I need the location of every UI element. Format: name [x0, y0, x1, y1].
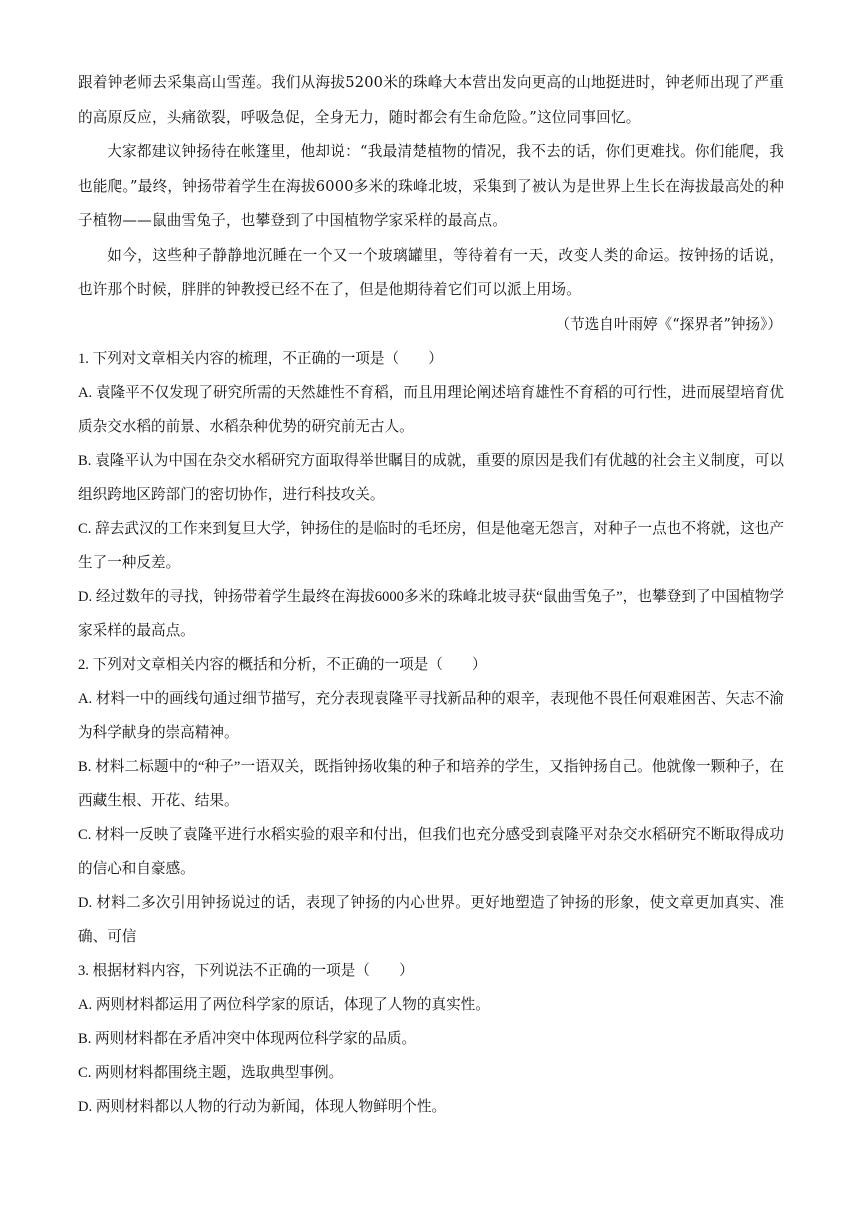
question-option-b: B. 两则材料都在矛盾冲突中体现两位科学家的品质。 — [78, 1030, 417, 1047]
question-option-a: A. 材料一中的画线句通过细节描写，充分表现袁隆平寻找新品种的艰辛，表现他不畏任何艰难困苦、矢志不渝为科学献身的崇高精神。 — [78, 690, 784, 741]
question-option-d: D. 两则材料都以人物的行动为新闻，体现人物鲜明个性。 — [78, 1098, 447, 1115]
passage-paragraph: 大家都建议钟扬待在帐篷里，他却说：“我最清楚植物的情况，我不去的话，你们更难找。你们能爬，我也能爬。”最终，钟扬带着学生在海拔6000多米的珠峰北坡，采集到了被认为是世界上生长在海拔最高处的种子植物——鼠曲雪兔子，也攀登到了中国植物学家采样的最高点。 — [78, 143, 784, 229]
question-list — [78, 342, 784, 1124]
question-2 — [78, 648, 784, 954]
question-option-c: C. 辞去武汉的工作来到复旦大学，钟扬住的是临时的毛坯房，但是他毫无怨言，对种子一点也不将就，这也产生了一种反差。 — [78, 520, 784, 571]
source-citation: （节选自叶雨婷《“探界者”钟扬》） — [555, 315, 782, 333]
passage-excerpt — [78, 66, 784, 308]
document-page — [78, 66, 784, 1124]
question-option-b: B. 袁隆平认为中国在杂交水稻研究方面取得举世瞩目的成就，重要的原因是我们有优越的社会主义制度，可以组织跨地区跨部门的密切协作，进行科技攻关。 — [78, 452, 784, 503]
question-3 — [78, 954, 784, 1124]
question-option-d: D. 材料二多次引用钟扬说过的话，表现了钟扬的内心世界。更好地塑造了钟扬的形象，使文章更加真实、准确、可信 — [78, 894, 784, 945]
question-option-c: C. 材料一反映了袁隆平进行水稻实验的艰辛和付出，但我们也充分感受到袁隆平对杂交水稻研究不断取得成功的信心和自豪感。 — [78, 826, 784, 877]
question-option-c: C. 两则材料都围绕主题，选取典型事例。 — [78, 1064, 344, 1081]
question-stem: 3. 根据材料内容，下列说法不正确的一项是（ ） — [78, 962, 414, 979]
passage-paragraph: 跟着钟老师去采集高山雪莲。我们从海拔5200米的珠峰大本营出发向更高的山地挺进时，钟老师出现了严重的高原反应，头痛欲裂，呼吸急促，全身无力，随时都会有生命危险。”这位同事回忆。 — [78, 74, 784, 126]
question-stem: 2. 下列对文章相关内容的概括和分析，不正确的一项是（ ） — [78, 656, 487, 673]
question-stem: 1. 下列对文章相关内容的梳理，不正确的一项是（ ） — [78, 350, 443, 367]
question-option-a: A. 两则材料都运用了两位科学家的原话，体现了人物的真实性。 — [78, 996, 490, 1013]
question-option-d: D. 经过数年的寻找，钟扬带着学生最终在海拔6000多米的珠峰北坡寻获“鼠曲雪兔子”，也攀登到了中国植物学家采样的最高点。 — [78, 588, 784, 639]
question-1 — [78, 342, 784, 648]
passage-paragraph: 如今，这些种子静静地沉睡在一个又一个玻璃罐里，等待着有一天，改变人类的命运。按钟扬的话说，也许那个时候，胖胖的钟教授已经不在了，但是他期待着它们可以派上用场。 — [78, 246, 784, 298]
question-option-b: B. 材料二标题中的“种子”一语双关，既指钟扬收集的种子和培养的学生，又指钟扬自己。他就像一颗种子，在西藏生根、开花、结果。 — [78, 758, 784, 809]
question-option-a: A. 袁隆平不仅发现了研究所需的天然雄性不育稻，而且用理论阐述培育雄性不育稻的可行性，进而展望培育优质杂交水稻的前景、水稻杂种优势的研究前无古人。 — [78, 384, 784, 435]
